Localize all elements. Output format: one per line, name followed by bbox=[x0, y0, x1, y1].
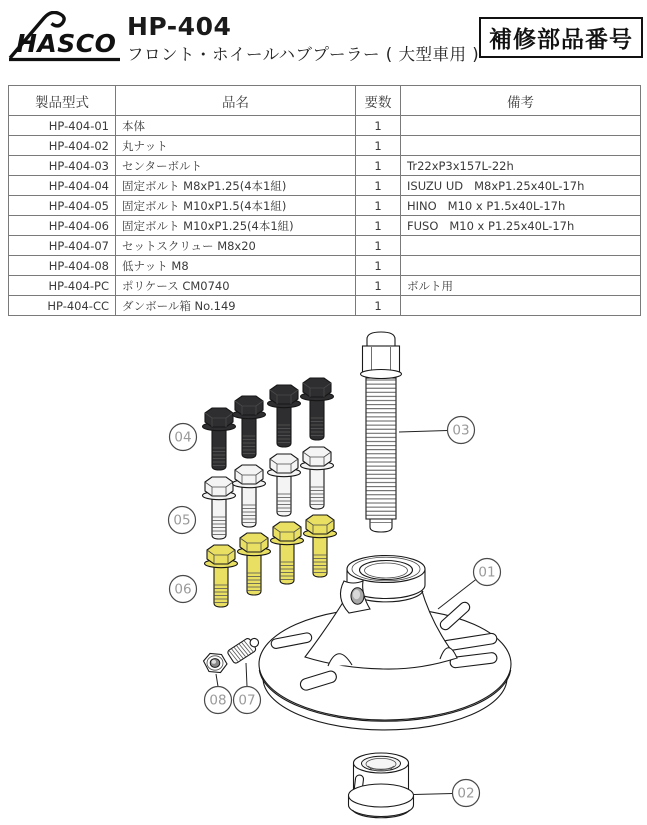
table-header-row bbox=[9, 86, 641, 116]
product-subtitle: フロント・ホイールハブプーラー ( 大型車用 ) bbox=[127, 45, 480, 64]
table-cell bbox=[401, 116, 641, 136]
table-row bbox=[9, 196, 641, 216]
table-cell: 1 bbox=[356, 196, 401, 216]
page-title: HP-404 bbox=[127, 12, 232, 41]
column-header-remarks: 備考 bbox=[401, 86, 641, 116]
callout-01 bbox=[474, 559, 501, 586]
table-cell: 固定ボルト M8xP1.25(4本1組) bbox=[116, 176, 356, 196]
repair-parts-stamp: 補修部品番号 bbox=[479, 17, 643, 58]
brand-text: HASCO bbox=[16, 29, 117, 58]
table-cell: HP-404-06 bbox=[9, 216, 116, 236]
column-header-model: 製品型式 bbox=[9, 86, 116, 116]
svg-text:08: 08 bbox=[209, 692, 227, 709]
table-cell: ボルト用 bbox=[401, 276, 641, 296]
table-row bbox=[9, 296, 641, 316]
table-cell: 1 bbox=[356, 276, 401, 296]
table-cell: HP-404-03 bbox=[9, 156, 116, 176]
table-cell: ISUZU UD M8xP1.25x40L-17h bbox=[401, 176, 641, 196]
leader-line bbox=[414, 794, 453, 795]
table-cell: 1 bbox=[356, 176, 401, 196]
table-cell: HINO M10 x P1.5x40L-17h bbox=[401, 196, 641, 216]
table-cell: 1 bbox=[356, 136, 401, 156]
part-round-nut bbox=[349, 753, 414, 818]
table-cell: HP-404-07 bbox=[9, 236, 116, 256]
table-cell: 1 bbox=[356, 116, 401, 136]
table-cell: ダンボール箱 No.149 bbox=[116, 296, 356, 316]
svg-text:07: 07 bbox=[238, 692, 256, 709]
table-cell: Tr22xP3x157L-22h bbox=[401, 156, 641, 176]
table-cell: 1 bbox=[356, 216, 401, 236]
table-row bbox=[9, 256, 641, 276]
column-header-qty: 要数 bbox=[356, 86, 401, 116]
table-cell: HP-404-01 bbox=[9, 116, 116, 136]
table-cell: HP-404-04 bbox=[9, 176, 116, 196]
svg-text:06: 06 bbox=[174, 581, 192, 598]
callout-08 bbox=[205, 687, 232, 714]
table-cell: HP-404-PC bbox=[9, 276, 116, 296]
column-header-name: 品名 bbox=[116, 86, 356, 116]
table-cell: 1 bbox=[356, 236, 401, 256]
parts-table bbox=[8, 85, 641, 316]
table-cell bbox=[401, 136, 641, 156]
parts-diagram bbox=[0, 325, 647, 825]
part-set-screw bbox=[227, 634, 262, 664]
leader-line bbox=[246, 663, 247, 687]
table-cell: 1 bbox=[356, 256, 401, 276]
part-center-bolt bbox=[361, 332, 402, 532]
table-cell: ポリケース CM0740 bbox=[116, 276, 356, 296]
table-cell: 固定ボルト M10xP1.25(4本1組) bbox=[116, 216, 356, 236]
table-row bbox=[9, 136, 641, 156]
svg-text:01: 01 bbox=[478, 564, 496, 581]
svg-text:03: 03 bbox=[452, 422, 470, 439]
svg-text:05: 05 bbox=[173, 512, 191, 529]
table-cell: 固定ボルト M10xP1.5(4本1組) bbox=[116, 196, 356, 216]
table-row bbox=[9, 116, 641, 136]
table-cell: 低ナット M8 bbox=[116, 256, 356, 276]
table-cell: 1 bbox=[356, 156, 401, 176]
table-cell: FUSO M10 x P1.25x40L-17h bbox=[401, 216, 641, 236]
table-row bbox=[9, 156, 641, 176]
table-cell: センターボルト bbox=[116, 156, 356, 176]
table-cell bbox=[401, 256, 641, 276]
table-cell: HP-404-08 bbox=[9, 256, 116, 276]
table-cell: HP-404-CC bbox=[9, 296, 116, 316]
leader-line bbox=[216, 674, 218, 687]
table-row bbox=[9, 276, 641, 296]
svg-text:04: 04 bbox=[174, 429, 192, 446]
table-cell: セットスクリュー M8x20 bbox=[116, 236, 356, 256]
table-cell: 本体 bbox=[116, 116, 356, 136]
table-cell bbox=[401, 296, 641, 316]
table-cell: 1 bbox=[356, 296, 401, 316]
callout-07 bbox=[234, 687, 261, 714]
table-cell: HP-404-05 bbox=[9, 196, 116, 216]
leader-line bbox=[399, 431, 448, 433]
callout-06 bbox=[170, 576, 197, 603]
table-cell: 丸ナット bbox=[116, 136, 356, 156]
svg-text:02: 02 bbox=[457, 785, 475, 802]
table-row bbox=[9, 216, 641, 236]
leader-line bbox=[438, 579, 477, 609]
callout-05 bbox=[169, 507, 196, 534]
callout-04 bbox=[170, 424, 197, 451]
hasco-logo bbox=[8, 11, 124, 63]
table-row bbox=[9, 236, 641, 256]
table-cell bbox=[401, 236, 641, 256]
table-row bbox=[9, 176, 641, 196]
callout-02 bbox=[453, 780, 480, 807]
part-low-nut bbox=[204, 654, 228, 673]
table-cell: HP-404-02 bbox=[9, 136, 116, 156]
callout-03 bbox=[448, 417, 475, 444]
